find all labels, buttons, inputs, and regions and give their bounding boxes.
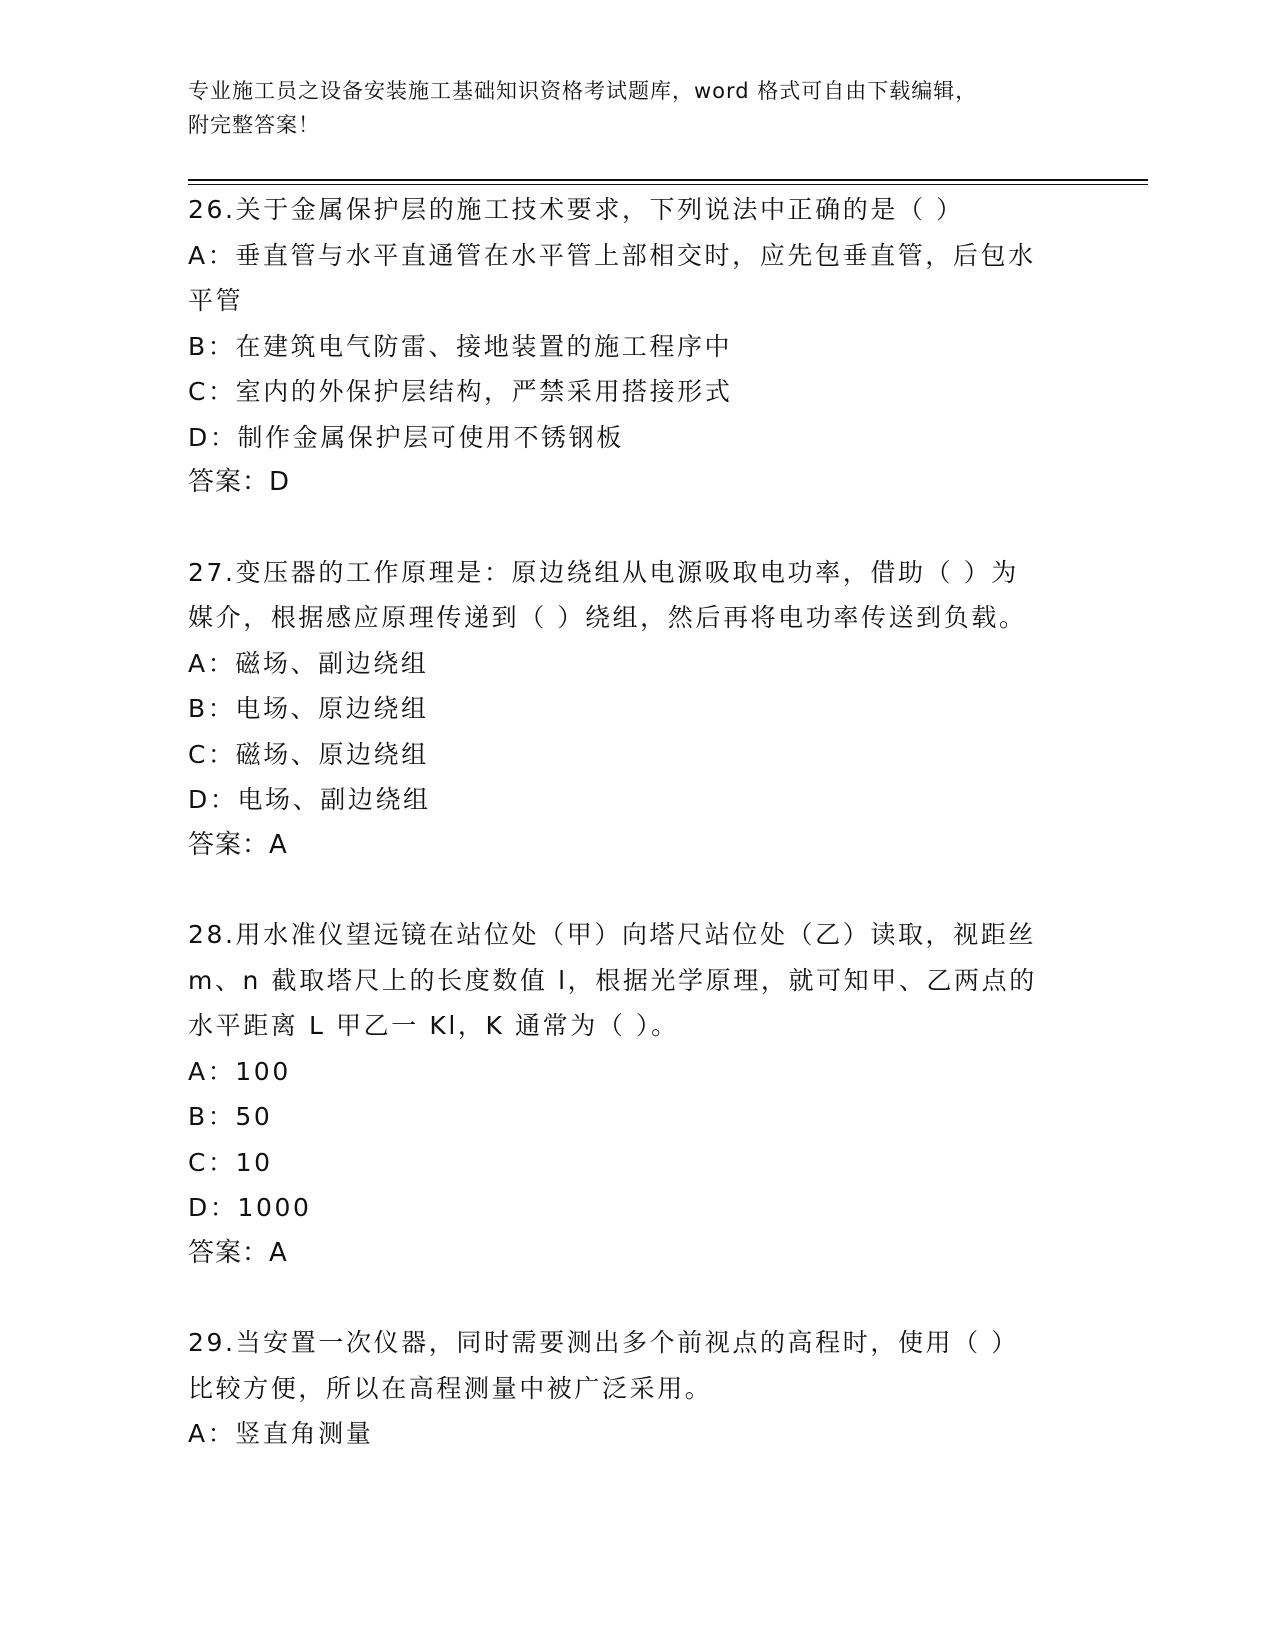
question-block [188, 1320, 1088, 1457]
question-list [188, 187, 1088, 1501]
header-line-2: 附完整答案！ [188, 113, 320, 137]
question-block [188, 187, 1088, 506]
option-line: A：磁场、副边绕组 [188, 648, 429, 678]
question-stem-line: 28.用水准仪望远镜在站位处（甲）向塔尺站位处（乙）读取，视距丝 [188, 920, 1036, 949]
option-line: B：电场、原边绕组 [188, 694, 429, 723]
option-line: D：制作金属保护层可使用不锈钢板 [188, 422, 624, 452]
answer-line: 答案：A [188, 829, 288, 860]
question-stem-line: 比较方便，所以在高程测量中被广泛采用。 [188, 1373, 713, 1403]
question-stem-line: 27.变压器的工作原理是：原边绕组从电源吸取电功率，借助（ ）为 [188, 557, 1019, 587]
question-block [188, 912, 1088, 1276]
question-block [188, 550, 1088, 869]
option-line: A：100 [188, 1056, 291, 1086]
answer-line: 答案：D [188, 467, 291, 497]
option-line: B：50 [188, 1102, 273, 1131]
option-line: C：10 [188, 1147, 273, 1177]
option-line: C：磁场、原边绕组 [188, 739, 429, 769]
option-line: 平管 [188, 286, 244, 315]
answer-line: 答案：A [188, 1237, 288, 1268]
option-line: A：垂直管与水平直通管在水平管上部相交时，应先包垂直管，后包水 [188, 240, 1036, 270]
header-divider-thick [188, 179, 1148, 181]
question-stem-line: 媒介，根据感应原理传递到（ ）绕组，然后再将电功率传送到负载。 [188, 603, 1027, 632]
question-stem-line: 26.关于金属保护层的施工技术要求，下列说法中正确的是（ ） [188, 195, 964, 224]
option-line: A：竖直角测量 [188, 1419, 374, 1448]
header-line-1: 专业施工员之设备安装施工基础知识资格考试题库，word 格式可自由下载编辑， [188, 79, 978, 103]
document-header [188, 74, 1088, 142]
option-line: C：室内的外保护层结构，严禁采用搭接形式 [188, 377, 733, 406]
question-stem-line: 水平距离 L 甲乙一 Kl，K 通常为（ ）。 [188, 1011, 679, 1040]
option-line: D：电场、副边绕组 [188, 785, 431, 814]
question-stem-line: m、n 截取塔尺上的长度数值 l，根据光学原理，就可知甲、乙两点的 [188, 965, 1037, 995]
question-stem-line: 29.当安置一次仪器，同时需要测出多个前视点的高程时，使用（ ） [188, 1328, 1019, 1357]
option-line: D：1000 [188, 1193, 312, 1222]
header-divider-thin [188, 184, 1148, 185]
option-line: B：在建筑电气防雷、接地装置的施工程序中 [188, 331, 733, 361]
